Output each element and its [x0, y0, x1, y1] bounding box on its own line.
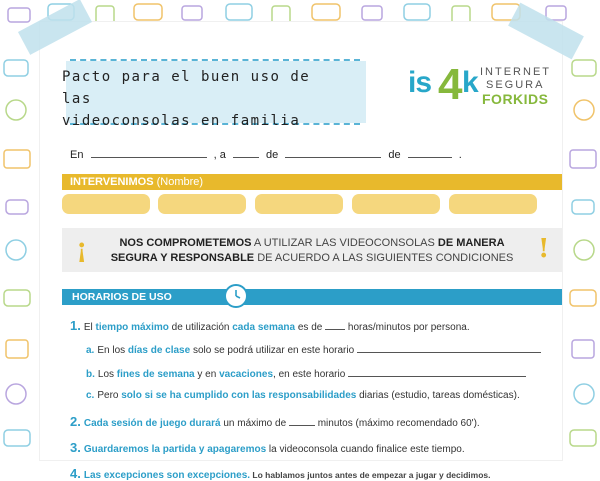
name-field-3[interactable] [255, 194, 343, 214]
session-minutes-field[interactable] [289, 416, 315, 426]
rule-1-text-d: horas/minutos por persona. [345, 322, 470, 333]
date-a: , a [213, 149, 226, 161]
date-en: En [70, 149, 84, 161]
day-field[interactable] [233, 148, 259, 158]
name-field-2[interactable] [158, 194, 246, 214]
rule-2-text-b: minutos (máximo recomendado 60'). [314, 418, 480, 429]
year-field[interactable] [408, 148, 452, 158]
rule-1b [86, 367, 526, 380]
logo-segura: SEGURA [486, 79, 545, 91]
rule-1b-text-b: y en [194, 369, 220, 380]
exclamation-open-icon: ¡ [76, 234, 88, 264]
rule-1a-highlight: días de clase [127, 345, 191, 356]
rule-1-text-b: de utilización [168, 322, 233, 333]
participants-sub: (Nombre) [156, 176, 204, 188]
commit-part-1: NOS COMPROMETEMOS [119, 237, 252, 249]
rule-4 [70, 466, 490, 481]
section-title: HORARIOS DE USO [72, 291, 172, 303]
rule-3-number: 3. [70, 440, 81, 455]
logo-k: k [462, 66, 479, 99]
name-field-1[interactable] [62, 194, 150, 214]
name-field-5[interactable] [449, 194, 537, 214]
logo-forkids: FORKIDS [482, 91, 549, 107]
rule-1b-text-a: Los [97, 369, 117, 380]
rule-1-highlight-b: cada semana [232, 322, 296, 333]
rule-1-number: 1. [70, 318, 81, 333]
title-line-1: Pacto para el buen uso de las [62, 69, 311, 107]
date-line [70, 148, 462, 161]
rule-1-text-c: es de [295, 322, 326, 333]
rule-1-highlight-a: tiempo máximo [95, 322, 169, 333]
date-de-2: de [388, 149, 401, 161]
rule-1c-text-b: diarias (estudio, tareas domésticas). [356, 390, 520, 401]
weekend-schedule-field[interactable] [348, 367, 526, 377]
logo-is: is [408, 66, 432, 99]
rule-2-highlight: Cada sesión de juego durará [83, 418, 221, 429]
rule-3-text: la videoconsola cuando finalice este tiempo. [266, 444, 465, 455]
rule-2-text-a: un máximo de [220, 418, 289, 429]
rule-1a-number: a. [86, 345, 95, 356]
rule-2-number: 2. [70, 414, 81, 429]
logo-4: 4 [438, 60, 463, 109]
rule-1a-text-b: solo se podrá utilizar en este horario [190, 345, 357, 356]
rule-1b-text-c: , en este horario [273, 369, 349, 380]
rule-1-text-a: El [83, 322, 96, 333]
commit-part-4: DE ACUERDO A LAS SIGUIENTES CONDICIONES [254, 252, 514, 264]
commit-part-2: A UTILIZAR LAS VIDEOCONSOLAS [251, 237, 438, 249]
logo-internet: INTERNET [480, 66, 551, 78]
participants-label: INTERVENIMOS [70, 176, 154, 188]
rule-3 [70, 440, 465, 455]
title-line-2: videoconsolas en familia [62, 113, 301, 129]
rule-1a-text-a: En los [97, 345, 128, 356]
is4k-logo [408, 60, 551, 132]
rule-1a [86, 343, 541, 356]
rule-1c-text-a: Pero [97, 390, 122, 401]
section-header [62, 289, 562, 305]
weekly-time-field[interactable] [325, 320, 345, 330]
commitment-box [62, 228, 562, 272]
date-period: . [458, 149, 462, 161]
rule-1 [70, 318, 470, 333]
rule-2 [70, 414, 480, 429]
rule-1b-highlight-a: fines de semana [116, 369, 195, 380]
rule-4-highlight: Las excepciones son excepciones. [83, 470, 251, 481]
rule-4-text: Lo hablamos juntos antes de empezar a jugar y decidimos. [250, 470, 491, 480]
rule-1c-highlight: solo si se ha cumplido con las responsabilidades [121, 390, 357, 401]
participants-header [62, 174, 562, 190]
date-de-1: de [265, 149, 279, 161]
rule-1b-highlight-b: vacaciones [219, 369, 274, 380]
school-days-schedule-field[interactable] [357, 343, 541, 353]
pact-sheet [40, 22, 562, 481]
clock-icon [224, 284, 248, 308]
rule-1c-number: c. [86, 390, 95, 401]
exclamation-close-icon: ! [538, 234, 550, 264]
month-field[interactable] [285, 148, 381, 158]
rule-3-highlight: Guardaremos la partida y apagaremos [83, 444, 267, 455]
page-title [62, 66, 342, 132]
commit-part-3: DE MANERA SEGURA Y RESPONSABLE [110, 237, 505, 264]
commitment-text [110, 236, 514, 266]
place-field[interactable] [91, 148, 207, 158]
rule-1c [86, 390, 520, 401]
rule-4-number: 4. [70, 466, 81, 481]
rule-1b-number: b. [86, 369, 95, 380]
name-field-4[interactable] [352, 194, 440, 214]
